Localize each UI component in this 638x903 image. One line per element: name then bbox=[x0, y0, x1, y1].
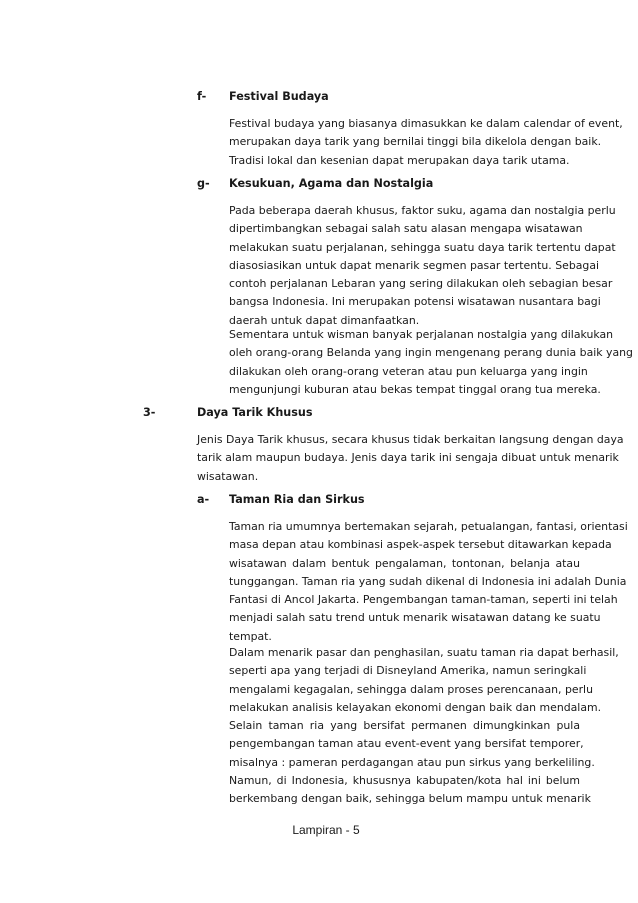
paragraph-line: tempat. bbox=[229, 629, 272, 643]
paragraph-line: Jenis Daya Tarik khusus, secara khusus tidak berkaitan langsung dengan daya bbox=[197, 433, 624, 446]
section-heading: Kesukuan, Agama dan Nostalgia bbox=[229, 177, 434, 190]
paragraph-line: masa depan atau kombinasi aspek-aspek tersebut ditawarkan kepada bbox=[229, 538, 612, 552]
paragraph-line: Fantasi di Ancol Jakarta. Pengembangan taman-taman, seperti ini telah bbox=[229, 593, 618, 607]
paragraph bbox=[197, 431, 624, 486]
paragraph-line: tunggangan. Taman ria yang sudah dikenal di Indonesia ini adalah Dunia bbox=[229, 574, 627, 588]
paragraph-line: Sementara untuk wisman banyak perjalanan nostalgia yang dilakukan bbox=[229, 328, 614, 341]
section-heading: Festival Budaya bbox=[229, 90, 329, 103]
paragraph-line: melakukan suatu perjalanan, sehingga suatu daya tarik tertentu dapat bbox=[229, 240, 616, 254]
paragraph-line: contoh perjalanan Lebaran yang sering dilakukan oleh sebagian besar bbox=[229, 277, 613, 291]
paragraph-line: menjadi salah satu trend untuk menarik wisatawan datang ke suatu bbox=[229, 611, 601, 625]
paragraph-line: berkembang dengan baik, sehingga belum mampu untuk menarik bbox=[229, 792, 591, 806]
paragraph-line: pengembangan taman atau event-event yang bersifat temporer, bbox=[229, 737, 584, 751]
section-heading: Daya Tarik Khusus bbox=[197, 406, 313, 419]
paragraph-line: bangsa Indonesia. Ini merupakan potensi wisatawan nusantara bagi bbox=[229, 295, 601, 309]
paragraph-line: oleh orang-orang Belanda yang ingin mengenang perang dunia baik yang bbox=[229, 346, 633, 360]
paragraph-line: Tradisi lokal dan kesenian dapat merupakan daya tarik utama. bbox=[229, 153, 570, 167]
paragraph-line: wisatawan. bbox=[197, 469, 259, 483]
paragraph bbox=[229, 326, 633, 399]
section-heading: Taman Ria dan Sirkus bbox=[229, 493, 365, 506]
item-marker: 3- bbox=[143, 406, 156, 419]
paragraph-line: mengalami kegagalan, sehingga dalam proses perencanaan, perlu bbox=[229, 682, 593, 696]
item-marker: g- bbox=[197, 177, 210, 190]
paragraph-line: Taman ria umumnya bertemakan sejarah, petualangan, fantasi, orientasi bbox=[229, 520, 628, 533]
paragraph-line: Selain taman ria yang bersifat permanen dimungkinkan pula bbox=[229, 719, 580, 733]
paragraph bbox=[229, 115, 623, 170]
paragraph-line: Festival budaya yang biasanya dimasukkan ke dalam calendar of event, bbox=[229, 117, 623, 130]
paragraph-line: dipertimbangkan sebagai salah satu alasan mengapa wisatawan bbox=[229, 222, 583, 236]
paragraph bbox=[229, 518, 628, 646]
paragraph-line: seperti apa yang terjadi di Disneyland Amerika, namun seringkali bbox=[229, 664, 587, 678]
paragraph-line: merupakan daya tarik yang bernilai tinggi bila dikelola dengan baik. bbox=[229, 135, 602, 149]
paragraph bbox=[229, 202, 616, 330]
paragraph-line: mengunjungi kuburan atau bekas tempat tinggal orang tua mereka. bbox=[229, 382, 601, 396]
paragraph-line: Dalam menarik pasar dan penghasilan, suatu taman ria dapat berhasil, bbox=[229, 646, 619, 659]
paragraph-line: tarik alam maupun budaya. Jenis daya tarik ini sengaja dibuat untuk menarik bbox=[197, 451, 619, 465]
paragraph-line: diasosiasikan untuk dapat menarik segmen pasar tertentu. Sebagai bbox=[229, 258, 600, 272]
item-marker: a- bbox=[197, 493, 210, 506]
paragraph-line: wisatawan dalam bentuk pengalaman, tontonan, belanja atau bbox=[229, 556, 580, 570]
paragraph-line: misalnya : pameran perdagangan atau pun sirkus yang berkeliling. bbox=[229, 755, 595, 769]
item-marker: f- bbox=[197, 90, 207, 103]
paragraph-line: Namun, di Indonesia, khususnya kabupaten/kota hal ini belum bbox=[229, 774, 580, 788]
paragraph-line: dilakukan oleh orang-orang veteran atau pun keluarga yang ingin bbox=[229, 364, 588, 378]
paragraph-line: melakukan analisis kelayakan ekonomi dengan baik dan mendalam. bbox=[229, 700, 602, 714]
paragraph-line: Pada beberapa daerah khusus, faktor suku, agama dan nostalgia perlu bbox=[229, 204, 616, 217]
paragraph-line: daerah untuk dapat dimanfaatkan. bbox=[229, 313, 420, 327]
paragraph bbox=[229, 644, 619, 809]
page-footer: Lampiran - 5 bbox=[292, 823, 360, 837]
